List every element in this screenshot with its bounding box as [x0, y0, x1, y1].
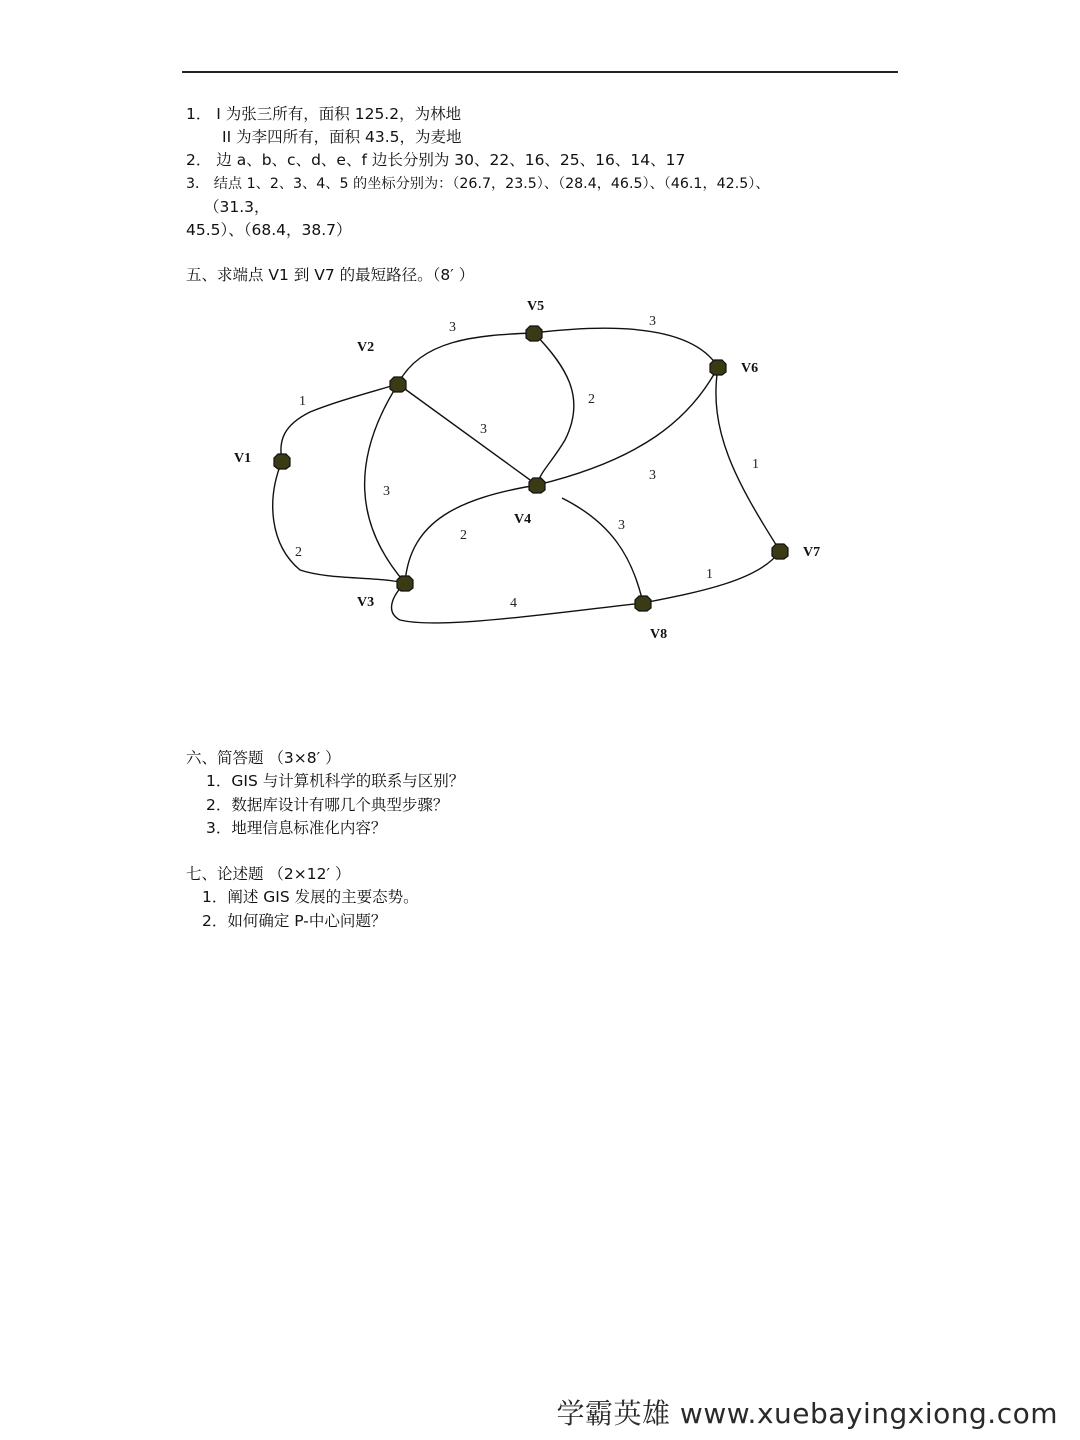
weight-v4-v6: 3 — [649, 468, 656, 483]
weight-v2-v5: 3 — [449, 320, 456, 335]
weight-v5-v6: 3 — [649, 314, 656, 329]
label-v8: V8 — [650, 627, 668, 642]
node-v2 — [390, 377, 406, 392]
weight-v5-v4: 2 — [588, 392, 595, 407]
weight-v2-v3: 3 — [383, 484, 390, 499]
edge-v4-v6 — [537, 367, 718, 485]
item1-line1: 1． I 为张三所有，面积 125.2，为林地 — [186, 105, 462, 123]
label-v4: V4 — [514, 512, 532, 527]
edge-weights — [295, 314, 759, 611]
node-v3 — [397, 576, 413, 591]
edge-v5-v6 — [534, 328, 718, 367]
network-graph — [0, 0, 1080, 700]
node-v1 — [274, 454, 290, 469]
section6-item-1: 1．GIS 与计算机科学的联系与区别？ — [206, 772, 465, 790]
weight-v2-v4: 3 — [480, 422, 487, 437]
label-v7: V7 — [803, 545, 821, 560]
label-v3: V3 — [357, 595, 375, 610]
edge-v3-v8 — [392, 583, 643, 623]
node-v7 — [772, 544, 788, 559]
node-v8 — [635, 596, 651, 611]
label-v1: V1 — [234, 451, 252, 466]
vertex-labels — [234, 299, 820, 642]
node-v5 — [526, 326, 542, 341]
section7-item-1: 1．阐述 GIS 发展的主要态势。 — [202, 888, 419, 906]
weight-v1-v2: 1 — [299, 394, 306, 409]
section7-item-2: 2．如何确定 P-中心问题？ — [202, 912, 387, 930]
weight-v8-v7: 1 — [706, 567, 713, 582]
site-watermark: 学霸英雄 www.xuebayingxiong.com — [556, 1397, 1058, 1430]
label-v5: V5 — [527, 299, 545, 314]
item3-line2: （31.3， — [204, 198, 270, 216]
edge-v1-v3 — [273, 461, 405, 583]
item3-line3: 45.5）、（68.4，38.7） — [186, 221, 352, 239]
section5-title: 五、求端点 V1 到 V7 的最短路径。（8′ ） — [186, 266, 475, 284]
label-v2: V2 — [357, 340, 375, 355]
label-v6: V6 — [741, 361, 759, 376]
node-v6 — [710, 360, 726, 375]
edge-v6-v7 — [716, 367, 780, 551]
weight-v4-v3: 2 — [460, 528, 467, 543]
weight-v1-v3: 2 — [295, 545, 302, 560]
weight-v3-v8: 4 — [510, 596, 517, 611]
edge-v4-v8 — [562, 498, 643, 603]
item2: 2． 边 a、b、c、d、e、f 边长分别为 30、22、16、25、16、14、17 — [186, 151, 686, 169]
edge-v4-v3 — [405, 485, 537, 583]
section7-title: 七、论述题 （2×12′ ） — [186, 865, 351, 883]
section6-item-2: 2．数据库设计有哪几个典型步骤？ — [206, 796, 449, 814]
weight-v6-v7: 1 — [752, 457, 759, 472]
section6-item-3: 3．地理信息标准化内容？ — [206, 819, 387, 837]
weight-v4-v8: 3 — [618, 518, 625, 533]
item3-line1: 3． 结点 1、2、3、4、5 的坐标分别为：（26.7，23.5）、（28.4，46.5）、（46.1，42.5）、 — [186, 176, 770, 192]
graph-edges — [273, 328, 780, 623]
section6-title: 六、简答题 （3×8′ ） — [186, 749, 341, 767]
item1-line2: II 为李四所有，面积 43.5，为麦地 — [222, 128, 462, 146]
node-v4 — [529, 478, 545, 493]
edge-v2-v5 — [398, 333, 534, 384]
edge-v2-v4 — [398, 384, 537, 485]
edge-v5-v4 — [534, 333, 574, 485]
